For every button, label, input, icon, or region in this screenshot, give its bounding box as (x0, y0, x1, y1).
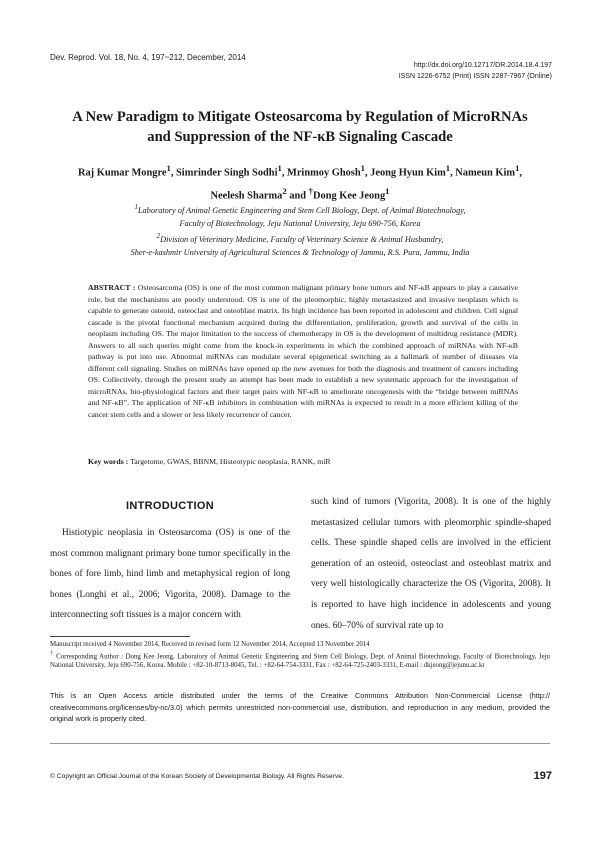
corresponding-marker: † (50, 650, 54, 657)
corresponding-author-text: Corresponding Author : Dong Kee Jeong, Laboratory of Animal Genetic Engineering and Stem Cell Biology, Dept. of Animal Biotechnology, Faculty of Biotechnology, Jeju National University, Jeju 690-756, Korea. Mobile : +82-10-8713-8045, Tel. : +82-64-754-3331, Fax : +82-64-725-2403-3331, E-mail : dkjeong@jejunu.ac.kr (50, 652, 550, 670)
affiliations (60, 201, 540, 259)
affiliation-marker: 1 (166, 163, 171, 173)
author-name: , Mrinmoy Ghosh (281, 167, 361, 179)
affiliation-line: Faculty of Biotechnology, Jeju National University, Jeju 690-756, Korea (179, 218, 421, 228)
footnote-divider (50, 636, 190, 637)
journal-citation: Dev. Reprod. Vol. 18, No. 4, 197~212, December, 2014 (50, 53, 246, 62)
manuscript-dates: Manuscript received 4 November 2014, Received in revised form 12 November 2014, Accepted 13 November 2014 (50, 641, 370, 648)
keywords-text: Targetome, GWAS, BBNM, Histeotypic neoplasia, RANK, miR (128, 457, 331, 466)
affiliation-line: Sher-e-kashmir University of Agricultural Sciences & Technology of Jammu, R.S. Pura, Jammu, India (130, 248, 470, 258)
page-number: 197 (533, 770, 552, 782)
affiliation-marker: 1 (360, 163, 365, 173)
keywords-label: Key words : (88, 457, 129, 466)
corresponding-marker: † (308, 186, 313, 197)
body-column-right (311, 492, 551, 636)
paper-title: A New Paradigm to Mitigate Osteosarcoma by Regulation of MicroRNAs and Suppression of the NF-κB Signaling Cascade (72, 109, 528, 145)
body-paragraph: such kind of tumors (Vigorita, 2008). It is one of the highly metastasized cellular tumors with pleomorphic spindle-shaped cells. These spindle shaped cells are involved in the efficient generation of an osteoid, osteoclast and osteoblast matrix and very well histologically characterize the OS (Vigorita, 2008). It is reported to have high incidence in adolescents and young ones. 60–70% of survival rate up to (311, 497, 551, 631)
copyright-icon: © (50, 773, 55, 780)
abstract-text: Osteosarcoma (OS) is one of the most common malignant primary bone tumors and NF-κB appears to play a causative role, but the mechanisms are poorly understood. OS is one of the pleomorphic, highly metastasized and invasive neoplasm which is capable to generate osteoid, osteoclast and osteoblast matrix. Its high incidence has been reported in adolescent and children. Cell signal cascade is the pivotal functional mechanism acquired during the differentiation, proliferation, growth and survival of the cells in neoplasm including OS. The major limitation to the success of chemotherapy in OS is the development of multidrug resistance (MDR). Answers to all such queries might come from the knock-in experiments in which the combined approach of miRNAs with NF-κB pathway is put into use. Abnormal miRNAs can modulate several epigenetical switching as a hallmark of number of diseases via different cell signaling. Studies on miRNAs have opened up the new avenues for both the diagnosis and treatment of cancers including OS. Collectively, through the present study an attempt has been made to establish a new systematic approach for the investigation of microRNAs, bio-physiological factors and their target pairs with NF-κB to ameliorate oncogenesis with the “bridge between miRNAs and NF-κB”. The application of NF-κB inhibitors in combination with miRNAs is expected to result in a more efficient killing of the cancer stem cells and a slower or less likely recurrence of cancer. (88, 283, 518, 420)
footnotes (50, 640, 550, 671)
body-paragraph: Histiotypic neoplasia in Osteosarcoma (OS) is one of the most common malignant primary bone tumor specifically in the bones of fore limb, hind limb and metaphysical region of long bones (Longhi et al., 2006; Vigorita, 2008). Damage to the interconnecting soft tissues is a major concern with (50, 528, 290, 621)
body-column-left (50, 523, 290, 626)
affiliation-line: Division of Veterinary Medicine, Faculty of Veterinary Science & Animal Husbandry, (160, 234, 444, 244)
affiliation-marker: 1 (385, 186, 390, 197)
affiliation-marker: 2 (156, 233, 161, 241)
affiliation-line: Laboratory of Animal Genetic Engineering and Stem Cell Biology, Dept. of Animal Biotechnology, (137, 205, 466, 215)
open-access-notice: This is an Open Access article distributed under the terms of the Creative Commons Attribution Non-Commercial License (http:// creativecommons.org/licenses/by-nc/3.0) which permits unrestricted non-commercial use, distribution, and reproduction in any medium, provided the original work is properly cited. (50, 691, 550, 724)
author-name: Dong Kee Jeong (313, 190, 386, 202)
author-name: , Simrinder Singh Sodhi (170, 167, 278, 179)
doi-link[interactable]: http://dx.doi.org/10.12717/DR.2014.18.4.197 (413, 62, 552, 69)
author-separator: , (519, 167, 522, 179)
affiliation-marker: 1 (277, 163, 282, 173)
abstract-label: ABSTRACT : (88, 283, 136, 292)
author-name: , Nameun Kim (450, 167, 516, 179)
author-name: , Jeong Hyun Kim (364, 167, 446, 179)
abstract (88, 282, 518, 421)
affiliation-marker: 1 (515, 163, 520, 173)
author-name: Raj Kumar Mongre (77, 167, 167, 179)
corresponding-author-note (50, 650, 550, 671)
issn-line: ISSN 1226-6752 (Print) ISSN 2287-7967 (Online) (398, 73, 552, 80)
author-list (60, 159, 540, 206)
footer-divider (50, 743, 550, 744)
copyright-text: Copyright an Official Journal of the Korean Society of Developmental Biology. All Rights Reserve. (54, 773, 344, 780)
author-name: Neelesh Sharma (210, 190, 283, 202)
copyright-notice (50, 773, 344, 780)
section-heading-introduction: INTRODUCTION (126, 500, 214, 512)
keywords (88, 457, 518, 466)
affiliation-marker: 1 (134, 204, 138, 211)
author-separator: and (286, 190, 309, 202)
affiliation-marker: 1 (445, 163, 451, 173)
affiliation-marker: 2 (282, 186, 287, 197)
